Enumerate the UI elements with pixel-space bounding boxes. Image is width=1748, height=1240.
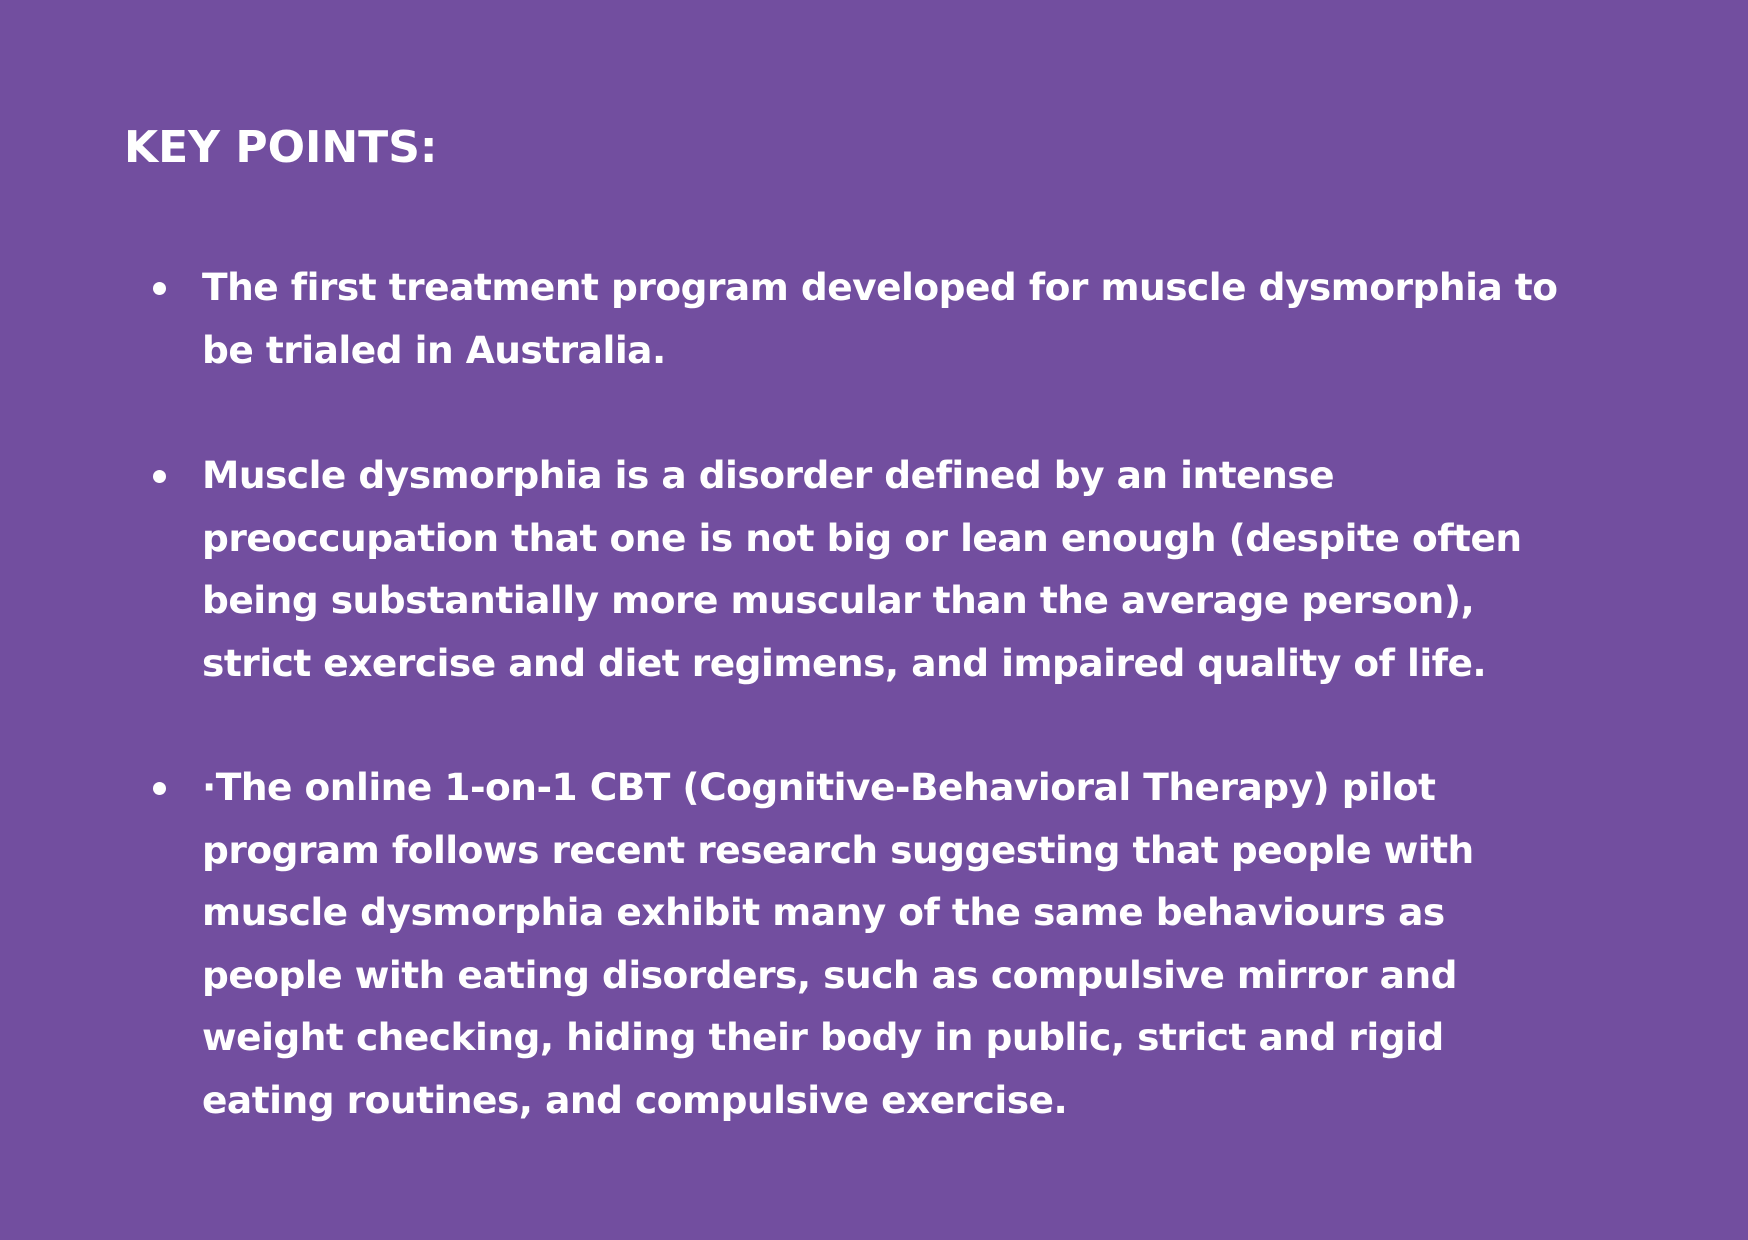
text-line: weight checking, hiding their body in public, strict and rigid: [202, 1015, 1444, 1059]
text-line: ·The online 1-on-1 CBT (Cognitive-Behavioral Therapy) pilot: [202, 765, 1436, 809]
text-line: eating routines, and compulsive exercise.: [202, 1077, 1068, 1122]
bullet-icon: [153, 470, 166, 483]
key-point-text: [202, 256, 1622, 381]
text-line: people with eating disorders, such as compulsive mirror and: [202, 952, 1458, 997]
text-line: be trialed in Australia.: [202, 327, 666, 372]
text-line: program follows recent research suggesting that people with: [202, 827, 1474, 872]
text-line: being substantially more muscular than the average person),: [202, 578, 1475, 622]
text-line: The first treatment program developed for muscle dysmorphia to: [202, 265, 1558, 309]
text-line: strict exercise and diet regimens, and impaired quality of life.: [202, 640, 1487, 685]
key-point-text: [202, 444, 1622, 694]
bullet-icon: [153, 782, 166, 795]
text-line: preoccupation that one is not big or lean enough (despite often: [202, 515, 1522, 560]
text-line: muscle dysmorphia exhibit many of the same behaviours as: [202, 890, 1445, 934]
bullet-icon: [153, 282, 166, 295]
key-points-heading: KEY POINTS:: [124, 122, 438, 173]
text-line: Muscle dysmorphia is a disorder defined by an intense: [202, 453, 1335, 497]
key-point-text: [202, 756, 1622, 1131]
